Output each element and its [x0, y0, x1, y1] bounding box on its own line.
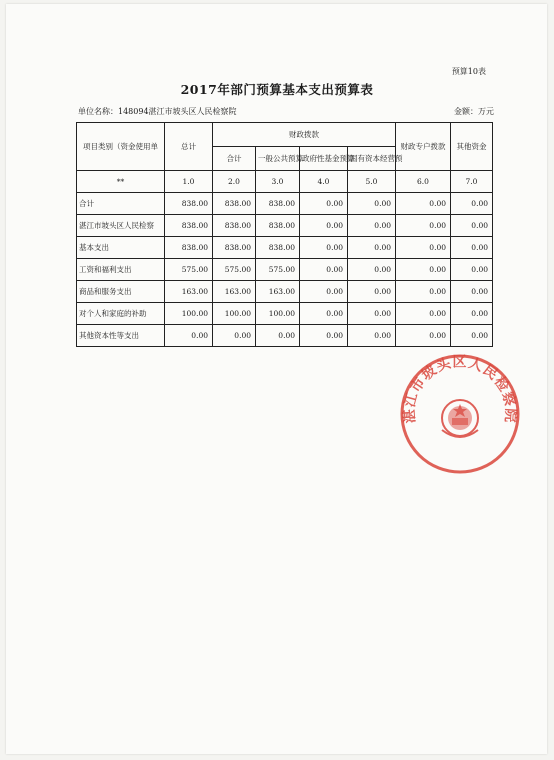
header-category: 项目类别（资金使用单 — [77, 123, 165, 171]
header-state-capital: 国有资本经营预 — [348, 147, 396, 171]
official-seal-icon — [398, 352, 522, 476]
cell-state-capital: 0.00 — [348, 259, 396, 281]
cell-fiscal-total: 163.00 — [213, 281, 256, 303]
budget-table — [76, 122, 493, 347]
cell-special: 0.00 — [396, 259, 451, 281]
cell-gov-fund: 0.00 — [300, 237, 348, 259]
cell-other: 0.00 — [451, 215, 493, 237]
index-cell: 6.0 — [396, 171, 451, 193]
amount-unit: 金额：万元 — [454, 107, 494, 116]
header-special: 财政专户拨款 — [396, 123, 451, 171]
cell-gov-fund: 0.00 — [300, 281, 348, 303]
cell-total: 100.00 — [165, 303, 213, 325]
row-label: 商品和服务支出 — [77, 281, 165, 303]
cell-total: 838.00 — [165, 215, 213, 237]
cell-general-budget: 838.00 — [256, 215, 300, 237]
header-row-1 — [77, 123, 493, 147]
row-label: 湛江市坡头区人民检察 — [77, 215, 165, 237]
cell-fiscal-total: 838.00 — [213, 237, 256, 259]
row-label: 其他资本性等支出 — [77, 325, 165, 347]
header-other: 其他资金 — [451, 123, 493, 171]
table-row — [77, 325, 493, 347]
cell-general-budget: 0.00 — [256, 325, 300, 347]
cell-other: 0.00 — [451, 325, 493, 347]
cell-special: 0.00 — [396, 303, 451, 325]
index-cell: 3.0 — [256, 171, 300, 193]
cell-other: 0.00 — [451, 303, 493, 325]
cell-state-capital: 0.00 — [348, 215, 396, 237]
index-cell: 1.0 — [165, 171, 213, 193]
cell-total: 838.00 — [165, 193, 213, 215]
table-row — [77, 215, 493, 237]
cell-state-capital: 0.00 — [348, 281, 396, 303]
cell-general-budget: 838.00 — [256, 193, 300, 215]
header-general-budget: 一般公共预算 — [256, 147, 300, 171]
cell-total: 163.00 — [165, 281, 213, 303]
table-row — [77, 193, 493, 215]
cell-special: 0.00 — [396, 215, 451, 237]
cell-state-capital: 0.00 — [348, 303, 396, 325]
cell-special: 0.00 — [396, 325, 451, 347]
row-label: 工资和福利支出 — [77, 259, 165, 281]
cell-other: 0.00 — [451, 237, 493, 259]
table-row — [77, 303, 493, 325]
cell-total: 838.00 — [165, 237, 213, 259]
index-cell: ** — [77, 171, 165, 193]
table-row — [77, 281, 493, 303]
unit-name: 单位名称：148094湛江市坡头区人民检察院 — [78, 107, 237, 116]
cell-state-capital: 0.00 — [348, 325, 396, 347]
table-row — [77, 259, 493, 281]
cell-total: 0.00 — [165, 325, 213, 347]
header-gov-fund: 政府性基金预算 — [300, 147, 348, 171]
cell-gov-fund: 0.00 — [300, 193, 348, 215]
cell-gov-fund: 0.00 — [300, 325, 348, 347]
row-label: 合计 — [77, 193, 165, 215]
cell-gov-fund: 0.00 — [300, 215, 348, 237]
cell-gov-fund: 0.00 — [300, 259, 348, 281]
cell-fiscal-total: 0.00 — [213, 325, 256, 347]
row-label: 对个人和家庭的补助 — [77, 303, 165, 325]
cell-special: 0.00 — [396, 193, 451, 215]
page-title: 2017年部门预算基本支出预算表 — [180, 82, 374, 97]
cell-state-capital: 0.00 — [348, 237, 396, 259]
cell-fiscal-total: 838.00 — [213, 193, 256, 215]
cell-general-budget: 575.00 — [256, 259, 300, 281]
seal-text: 湛江市坡头区人民检察院 — [402, 355, 518, 424]
cell-fiscal-total: 575.00 — [213, 259, 256, 281]
header-fiscal-group: 财政拨款 — [213, 123, 396, 147]
index-cell: 2.0 — [213, 171, 256, 193]
cell-total: 575.00 — [165, 259, 213, 281]
national-emblem-icon — [442, 400, 478, 437]
index-cell: 4.0 — [300, 171, 348, 193]
cell-special: 0.00 — [396, 281, 451, 303]
cell-state-capital: 0.00 — [348, 193, 396, 215]
cell-other: 0.00 — [451, 259, 493, 281]
cell-general-budget: 100.00 — [256, 303, 300, 325]
index-row — [77, 171, 493, 193]
cell-general-budget: 838.00 — [256, 237, 300, 259]
cell-fiscal-total: 100.00 — [213, 303, 256, 325]
header-fiscal-total: 合计 — [213, 147, 256, 171]
cell-general-budget: 163.00 — [256, 281, 300, 303]
form-number: 预算10表 — [451, 67, 486, 76]
cell-fiscal-total: 838.00 — [213, 215, 256, 237]
index-cell: 7.0 — [451, 171, 493, 193]
row-label: 基本支出 — [77, 237, 165, 259]
header-total: 总计 — [165, 123, 213, 171]
table-row — [77, 237, 493, 259]
cell-other: 0.00 — [451, 193, 493, 215]
cell-gov-fund: 0.00 — [300, 303, 348, 325]
index-cell: 5.0 — [348, 171, 396, 193]
cell-other: 0.00 — [451, 281, 493, 303]
cell-special: 0.00 — [396, 237, 451, 259]
